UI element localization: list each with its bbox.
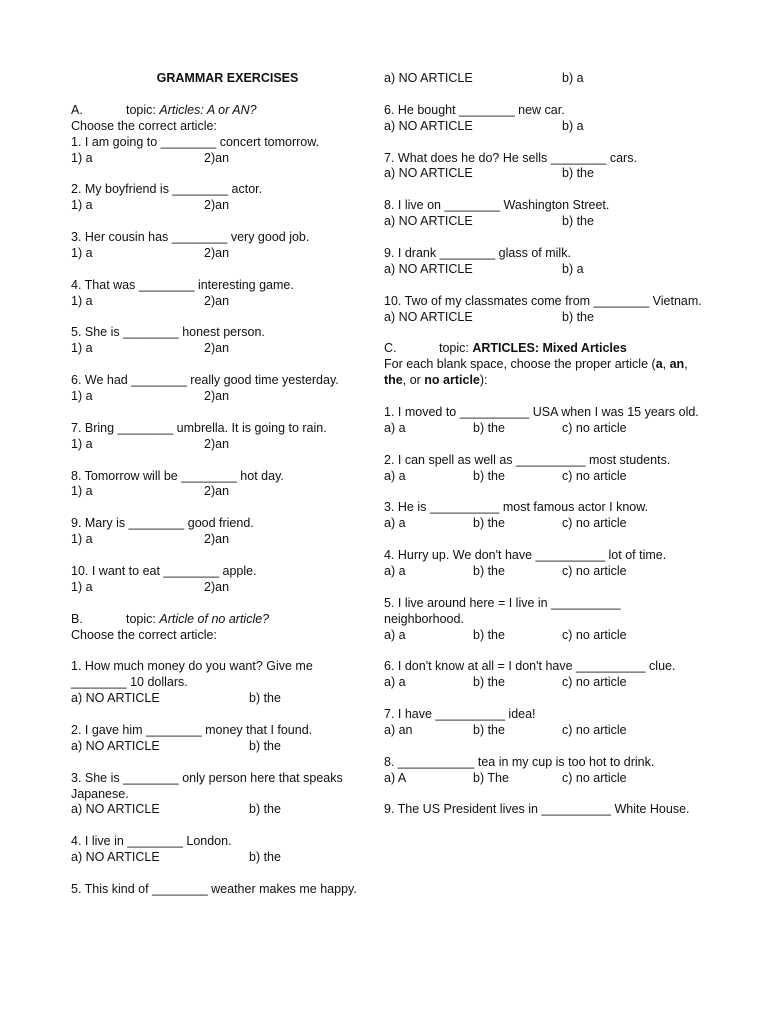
question-item bbox=[384, 198, 702, 230]
answer-options bbox=[384, 262, 702, 278]
answer-option-1[interactable]: a) NO ARTICLE bbox=[71, 850, 160, 865]
answer-options bbox=[384, 119, 702, 135]
answer-option-2[interactable]: 2)an bbox=[204, 150, 230, 165]
section-a-list bbox=[71, 135, 371, 596]
section-a-letter: A. bbox=[71, 102, 83, 117]
section-b-list-right bbox=[384, 103, 702, 326]
answer-option-2[interactable]: b) the bbox=[249, 738, 281, 753]
answer-option-2[interactable]: b) the bbox=[249, 691, 281, 706]
answer-option-2[interactable]: b) the bbox=[473, 627, 505, 642]
answer-option-2[interactable]: 2)an bbox=[204, 245, 230, 260]
answer-options bbox=[384, 421, 702, 437]
answer-option-1[interactable]: a) a bbox=[384, 627, 406, 642]
answer-option-2[interactable]: b) a bbox=[562, 261, 584, 276]
answer-options bbox=[71, 151, 371, 167]
instruction-choice-the: the bbox=[384, 373, 403, 388]
question-item bbox=[384, 500, 702, 532]
question-item bbox=[384, 707, 702, 739]
answer-options bbox=[384, 628, 702, 644]
answer-options bbox=[71, 484, 371, 500]
answer-option-2[interactable]: b) a bbox=[562, 118, 584, 133]
answer-option-2[interactable]: b) the bbox=[249, 850, 281, 865]
instruction-text: For each blank space, choose the proper article ( bbox=[384, 357, 656, 372]
question-item bbox=[384, 596, 702, 644]
question-text: 8. ___________ tea in my cup is too hot to drink. bbox=[384, 754, 655, 769]
answer-option-2[interactable]: 2)an bbox=[204, 389, 230, 404]
section-b-list-left bbox=[71, 659, 371, 898]
section-b-letter: B. bbox=[71, 611, 83, 626]
question-text: 1. I am going to ________ concert tomorrow. bbox=[71, 134, 320, 149]
answer-option-2[interactable]: b) the bbox=[473, 722, 505, 737]
answer-option-1[interactable]: 1) a bbox=[71, 484, 93, 499]
answer-options bbox=[384, 771, 702, 787]
question-item bbox=[71, 230, 371, 262]
answer-option-2[interactable]: b) the bbox=[473, 468, 505, 483]
answer-option-2[interactable]: 2)an bbox=[204, 579, 230, 594]
question-text: 4. I live in ________ London. bbox=[71, 834, 232, 849]
answer-option-1[interactable]: 1) a bbox=[71, 532, 93, 547]
question-text: 8. I live on ________ Washington Street. bbox=[384, 198, 610, 213]
section-b-instruction: Choose the correct article: bbox=[71, 627, 217, 642]
question-text: 6. He bought ________ new car. bbox=[384, 102, 565, 117]
question-item bbox=[71, 325, 371, 357]
instruction-sep: , bbox=[684, 357, 688, 372]
answer-options bbox=[384, 469, 702, 485]
answer-options bbox=[71, 198, 371, 214]
instruction-sep: , bbox=[662, 357, 670, 372]
left-column bbox=[71, 71, 371, 914]
answer-option-2[interactable]: b) the bbox=[562, 166, 594, 181]
question-item bbox=[71, 278, 371, 310]
answer-option-2[interactable]: 2)an bbox=[204, 293, 230, 308]
answer-option-2[interactable]: b) the bbox=[473, 516, 505, 531]
question-text: 7. Bring ________ umbrella. It is going to rain. bbox=[71, 420, 327, 435]
question-item bbox=[384, 246, 702, 278]
answer-option-1[interactable]: a) NO ARTICLE bbox=[384, 214, 473, 229]
answer-option-1[interactable]: 1) a bbox=[71, 150, 93, 165]
question-item bbox=[71, 834, 371, 866]
answer-option-2[interactable]: b) the bbox=[562, 214, 594, 229]
section-a-topic-name: Articles: A or AN? bbox=[159, 102, 257, 117]
instruction-choice-no-article: no article bbox=[424, 373, 480, 388]
section-b-topic bbox=[126, 612, 269, 628]
answer-option-1[interactable]: a) NO ARTICLE bbox=[384, 166, 473, 181]
question-item bbox=[384, 151, 702, 183]
answer-option-2[interactable]: b) the bbox=[562, 309, 594, 324]
question-text: 3. He is __________ most famous actor I know. bbox=[384, 500, 649, 515]
instruction-end: ): bbox=[479, 373, 488, 388]
question-item bbox=[71, 182, 371, 214]
question-text: 5. I live around here = I live in __________ neighborhood. bbox=[384, 595, 621, 626]
question-item bbox=[71, 659, 371, 707]
question-text: 6. I don't know at all = I don't have __________ clue. bbox=[384, 659, 676, 674]
section-b-continued-options bbox=[384, 71, 702, 87]
question-text: 4. That was ________ interesting game. bbox=[71, 277, 294, 292]
answer-option-2[interactable]: 2)an bbox=[204, 484, 230, 499]
section-c-topic-name: ARTICLES: Mixed Articles bbox=[472, 341, 627, 356]
answer-options bbox=[71, 691, 371, 707]
answer-option-1[interactable]: 1) a bbox=[71, 579, 93, 594]
answer-option-2[interactable]: b) the bbox=[249, 802, 281, 817]
question-item bbox=[384, 548, 702, 580]
question-item bbox=[71, 564, 371, 596]
question-text: 7. I have __________ idea! bbox=[384, 707, 536, 722]
answer-option-3[interactable]: c) no article bbox=[562, 420, 627, 435]
answer-option-3[interactable]: c) no article bbox=[562, 770, 627, 785]
answer-options bbox=[71, 850, 371, 866]
answer-option-1[interactable]: 1) a bbox=[71, 341, 93, 356]
answer-option-1[interactable]: a) NO ARTICLE bbox=[71, 802, 160, 817]
instruction-choice-an: an bbox=[669, 357, 685, 372]
section-b-heading bbox=[71, 612, 371, 628]
answer-option-2[interactable]: 2)an bbox=[204, 532, 230, 547]
option-b[interactable]: b) a bbox=[562, 71, 584, 85]
question-item bbox=[71, 723, 371, 755]
answer-option-1[interactable]: a) a bbox=[384, 468, 406, 483]
answer-option-1[interactable]: 1) a bbox=[71, 389, 93, 404]
section-c-list bbox=[384, 405, 702, 818]
answer-option-3[interactable]: c) no article bbox=[562, 627, 627, 642]
section-c-instruction bbox=[384, 357, 702, 389]
answer-options bbox=[71, 580, 371, 596]
question-item bbox=[71, 135, 371, 167]
section-c-topic-prefix: topic: bbox=[439, 341, 473, 356]
section-b-topic-prefix: topic: bbox=[126, 611, 160, 626]
question-text: 7. What does he do? He sells ________ cars. bbox=[384, 150, 637, 165]
question-text: 9. The US President lives in __________ White House. bbox=[384, 802, 690, 817]
question-text: 5. This kind of ________ weather makes me happy. bbox=[71, 881, 357, 896]
answer-options bbox=[71, 341, 371, 357]
question-text: 6. We had ________ really good time yesterday. bbox=[71, 373, 339, 388]
section-a-heading bbox=[71, 103, 371, 119]
answer-option-2[interactable]: 2)an bbox=[204, 436, 230, 451]
question-text: 5. She is ________ honest person. bbox=[71, 325, 265, 340]
answer-option-2[interactable]: 2)an bbox=[204, 198, 230, 213]
answer-option-2[interactable]: b) the bbox=[473, 563, 505, 578]
section-b-topic-name: Article of no article? bbox=[159, 611, 270, 626]
section-a-instruction: Choose the correct article: bbox=[71, 118, 217, 133]
section-c-heading bbox=[384, 341, 702, 357]
instruction-sep: , or bbox=[402, 373, 425, 388]
question-text: 9. I drank ________ glass of milk. bbox=[384, 245, 571, 260]
answer-options bbox=[71, 437, 371, 453]
answer-option-1[interactable]: a) NO ARTICLE bbox=[384, 261, 473, 276]
answer-options bbox=[384, 564, 702, 580]
section-c-letter: C. bbox=[384, 341, 397, 356]
answer-option-3[interactable]: c) no article bbox=[562, 468, 627, 483]
question-text: 10. Two of my classmates come from ________ Vietnam. bbox=[384, 293, 702, 308]
right-column bbox=[384, 71, 702, 834]
question-item bbox=[384, 405, 702, 437]
question-item bbox=[384, 103, 702, 135]
section-a-topic-prefix: topic: bbox=[126, 102, 160, 117]
answer-option-1[interactable]: a) A bbox=[384, 770, 407, 785]
question-text: 2. I can spell as well as __________ most students. bbox=[384, 452, 671, 467]
answer-option-1[interactable]: a) a bbox=[384, 675, 406, 690]
answer-option-3[interactable]: c) no article bbox=[562, 722, 627, 737]
section-c-topic bbox=[439, 341, 627, 357]
answer-option-1[interactable]: 1) a bbox=[71, 436, 93, 451]
question-item bbox=[71, 771, 371, 819]
answer-option-2[interactable]: b) the bbox=[473, 420, 505, 435]
question-item bbox=[71, 882, 371, 898]
answer-options bbox=[71, 802, 371, 818]
question-item bbox=[71, 373, 371, 405]
answer-options bbox=[71, 294, 371, 310]
answer-option-1[interactable]: a) a bbox=[384, 563, 406, 578]
answer-option-2[interactable]: 2)an bbox=[204, 341, 230, 356]
answer-option-1[interactable]: 1) a bbox=[71, 245, 93, 260]
option-a[interactable]: a) NO ARTICLE bbox=[384, 71, 473, 85]
answer-option-3[interactable]: c) no article bbox=[562, 516, 627, 531]
question-item bbox=[71, 516, 371, 548]
question-item bbox=[71, 421, 371, 453]
answer-option-1[interactable]: a) NO ARTICLE bbox=[384, 309, 473, 324]
answer-options bbox=[384, 310, 702, 326]
question-item bbox=[384, 659, 702, 691]
answer-option-3[interactable]: c) no article bbox=[562, 675, 627, 690]
question-text: 4. Hurry up. We don't have __________ lot of time. bbox=[384, 548, 667, 563]
question-item bbox=[384, 453, 702, 485]
answer-options bbox=[384, 166, 702, 182]
answer-option-1[interactable]: a) an bbox=[384, 722, 413, 737]
question-text: 3. She is ________ only person here that speaks Japanese. bbox=[71, 770, 343, 801]
answer-options bbox=[71, 532, 371, 548]
question-item bbox=[384, 802, 702, 818]
answer-option-1[interactable]: 1) a bbox=[71, 293, 93, 308]
answer-options bbox=[71, 389, 371, 405]
answer-option-1[interactable]: a) a bbox=[384, 420, 406, 435]
answer-options bbox=[384, 675, 702, 691]
answer-option-1[interactable]: a) NO ARTICLE bbox=[71, 738, 160, 753]
section-a-topic bbox=[126, 103, 257, 119]
question-item bbox=[71, 469, 371, 501]
instruction-choice-a: a bbox=[655, 357, 663, 372]
answer-option-1[interactable]: a) NO ARTICLE bbox=[384, 118, 473, 133]
question-item bbox=[384, 294, 702, 326]
answer-options bbox=[71, 739, 371, 755]
answer-option-2[interactable]: b) the bbox=[473, 675, 505, 690]
question-text: 2. My boyfriend is ________ actor. bbox=[71, 182, 263, 197]
question-text: 1. How much money do you want? Give me ________ 10 dollars. bbox=[71, 659, 313, 690]
question-text: 1. I moved to __________ USA when I was 15 years old. bbox=[384, 404, 699, 419]
question-text: 2. I gave him ________ money that I found. bbox=[71, 722, 313, 737]
question-text: 9. Mary is ________ good friend. bbox=[71, 516, 254, 531]
answer-option-1[interactable]: a) a bbox=[384, 516, 406, 531]
answer-options bbox=[384, 214, 702, 230]
answer-option-3[interactable]: c) no article bbox=[562, 563, 627, 578]
answer-option-2[interactable]: b) The bbox=[473, 770, 509, 785]
answer-option-1[interactable]: a) NO ARTICLE bbox=[71, 691, 160, 706]
question-item bbox=[384, 755, 702, 787]
answer-options bbox=[384, 516, 702, 532]
question-text: 8. Tomorrow will be ________ hot day. bbox=[71, 468, 284, 483]
answer-options bbox=[384, 723, 702, 739]
answer-option-1[interactable]: 1) a bbox=[71, 198, 93, 213]
answer-options bbox=[71, 246, 371, 262]
page-title: GRAMMAR EXERCISES bbox=[156, 71, 299, 85]
question-text: 3. Her cousin has ________ very good job. bbox=[71, 230, 310, 245]
question-text: 10. I want to eat ________ apple. bbox=[71, 563, 257, 578]
